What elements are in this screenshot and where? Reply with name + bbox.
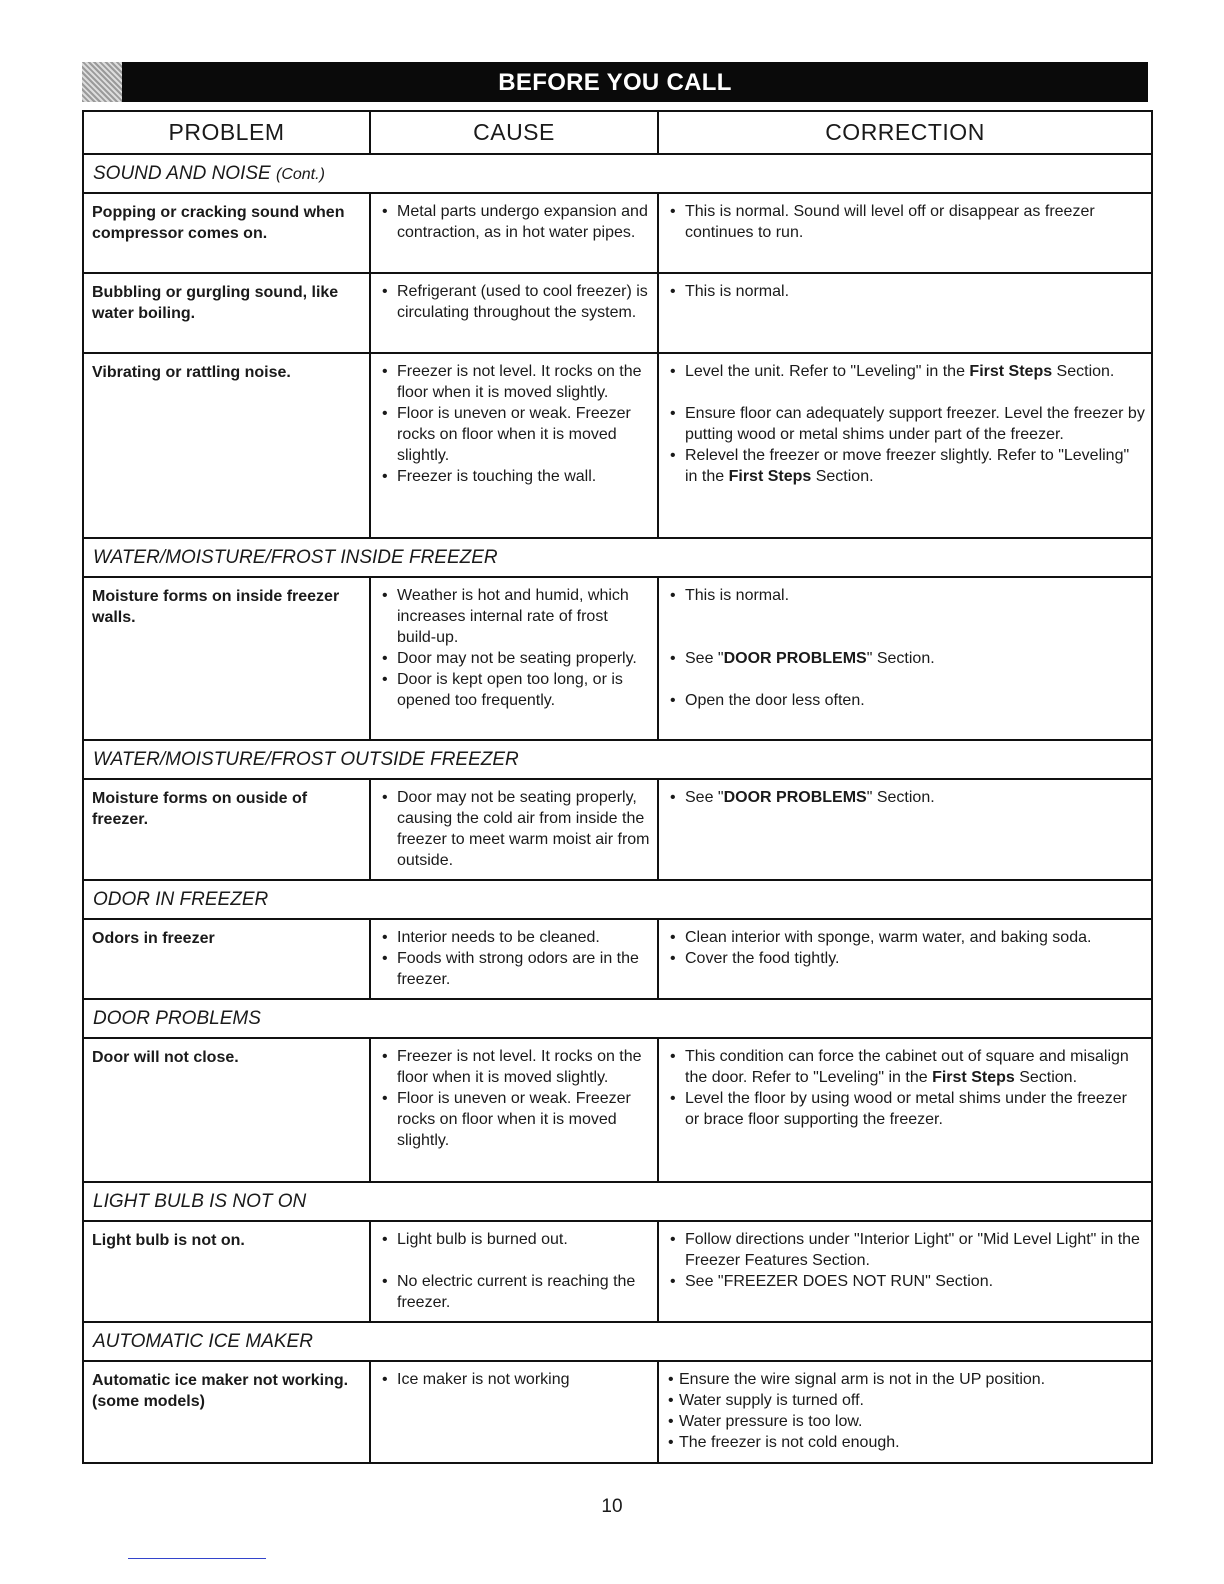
- text-run: This is normal. Sound will level off or disappear as freezer continues to run.: [685, 203, 1095, 241]
- cause-cell: [370, 1038, 658, 1182]
- text-run: This is normal.: [685, 283, 790, 300]
- cause-item: • Floor is uneven or weak. Freezer rocks on floor when it is moved slightly.: [377, 1088, 651, 1151]
- section-heading: [83, 1322, 1152, 1361]
- correction-cell: [658, 193, 1152, 273]
- header-cause: CAUSE: [370, 111, 658, 154]
- table-row: [83, 273, 1152, 353]
- text-run: Relevel the freezer or move freezer slightly. Refer to "Leveling" in the: [685, 447, 1130, 485]
- header-problem: PROBLEM: [83, 111, 370, 154]
- correction-item: [665, 403, 1145, 445]
- text-run: Cover the food tightly.: [685, 950, 840, 967]
- text-run: See "FREEZER DOES NOT RUN" Section.: [685, 1273, 994, 1290]
- text-run: This is normal.: [685, 587, 790, 604]
- cause-item: • Light bulb is burned out.: [377, 1229, 651, 1250]
- cause-item: • No electric current is reaching the freezer.: [377, 1271, 651, 1313]
- correction-item: [665, 690, 1145, 711]
- table-row: [83, 577, 1152, 740]
- header-correction: CORRECTION: [658, 111, 1152, 154]
- text-run: The freezer is not cold enough.: [679, 1434, 900, 1451]
- section-title: WATER/MOISTURE/FROST OUTSIDE FREEZER: [83, 740, 1152, 779]
- bold-text: First Steps: [969, 363, 1053, 380]
- text-run: " Section.: [866, 789, 935, 806]
- cause-item: • Freezer is not level. It rocks on the floor when it is moved slightly.: [377, 361, 651, 403]
- problem-cell: Vibrating or rattling noise.: [83, 353, 370, 538]
- text-run: Clean interior with sponge, warm water, and baking soda.: [685, 929, 1092, 946]
- cause-item: • Ice maker is not working: [377, 1369, 651, 1390]
- correction-item: [665, 585, 1145, 606]
- page-number: 10: [601, 1496, 623, 1517]
- text-run: Section.: [1052, 363, 1115, 380]
- section-title: SOUND AND NOISE: [93, 162, 271, 184]
- cause-item: • Door may not be seating properly.: [377, 648, 651, 669]
- correction-item: [665, 1411, 1145, 1432]
- correction-item: [665, 1229, 1145, 1271]
- section-heading: [83, 538, 1152, 577]
- section-title: DOOR PROBLEMS: [83, 999, 1152, 1038]
- problem-cell: Light bulb is not on.: [83, 1221, 370, 1322]
- correction-item: [665, 1046, 1145, 1088]
- text-run: Section.: [1014, 1069, 1078, 1086]
- bold-text: First Steps: [728, 468, 812, 485]
- correction-item: [665, 787, 1145, 808]
- problem-cell: Popping or cracking sound when compressor comes on.: [83, 193, 370, 273]
- correction-item: [665, 1088, 1145, 1130]
- cause-item: • Freezer is touching the wall.: [377, 466, 651, 487]
- problem-cell: Automatic ice maker not working. (some models): [83, 1361, 370, 1463]
- correction-item: [665, 445, 1145, 487]
- correction-item: [665, 1390, 1145, 1411]
- cause-item: • Floor is uneven or weak. Freezer rocks on floor when it is moved slightly.: [377, 403, 651, 466]
- text-run: Ensure floor can adequately support freezer. Level the freezer by putting wood or metal shims under part of the freezer.: [685, 405, 1145, 443]
- cause-item: • Foods with strong odors are in the freezer.: [377, 948, 651, 990]
- text-run: Level the floor by using wood or metal shims under the freezer or brace floor supporting the freezer.: [685, 1090, 1128, 1128]
- footer-rule: [128, 1558, 266, 1559]
- table-row: [83, 353, 1152, 538]
- correction-cell: [658, 779, 1152, 880]
- problem-cell: Moisture forms on ouside of freezer.: [83, 779, 370, 880]
- text-run: " Section.: [866, 650, 935, 667]
- cause-item: • Refrigerant (used to cool freezer) is circulating throughout the system.: [377, 281, 651, 323]
- text-run: Open the door less often.: [685, 692, 865, 709]
- bold-text: First Steps: [932, 1069, 1015, 1086]
- table-row: [83, 1038, 1152, 1182]
- section-title: AUTOMATIC ICE MAKER: [83, 1322, 1152, 1361]
- cause-cell: [370, 779, 658, 880]
- cause-item: • Freezer is not level. It rocks on the floor when it is moved slightly.: [377, 1046, 651, 1088]
- cause-cell: [370, 353, 658, 538]
- correction-cell: [658, 1038, 1152, 1182]
- text-run: This condition can force the cabinet out of square and misalign the door. Refer to "Leveling" in the: [685, 1048, 1129, 1086]
- correction-item: [665, 1432, 1145, 1453]
- cause-item: • Interior needs to be cleaned.: [377, 927, 651, 948]
- section-heading: [83, 740, 1152, 779]
- cause-cell: [370, 273, 658, 353]
- correction-cell: [658, 353, 1152, 538]
- section-heading: [83, 154, 1152, 193]
- banner-title: BEFORE YOU CALL: [498, 69, 732, 96]
- text-run: See ": [685, 789, 724, 806]
- problem-cell: Bubbling or gurgling sound, like water boiling.: [83, 273, 370, 353]
- table-row: [83, 1221, 1152, 1322]
- section-heading: [83, 880, 1152, 919]
- problem-cell: Odors in freezer: [83, 919, 370, 999]
- text-run: Section.: [811, 468, 874, 485]
- cause-item: • Metal parts undergo expansion and contraction, as in hot water pipes.: [377, 201, 651, 243]
- cause-item: • Door is kept open too long, or is opened too frequently.: [377, 669, 651, 711]
- section-title: LIGHT BULB IS NOT ON: [83, 1182, 1152, 1221]
- correction-cell: [658, 1221, 1152, 1322]
- correction-cell: [658, 919, 1152, 999]
- cause-cell: [370, 577, 658, 740]
- correction-item: [665, 927, 1145, 948]
- text-run: Water pressure is too low.: [679, 1413, 863, 1430]
- section-heading: [83, 999, 1152, 1038]
- text-run: See ": [685, 650, 724, 667]
- correction-item: [665, 1369, 1145, 1390]
- bold-text: DOOR PROBLEMS: [723, 650, 867, 667]
- correction-item: [665, 948, 1145, 969]
- header-row: [83, 111, 1152, 154]
- cause-cell: [370, 919, 658, 999]
- correction-item: [665, 361, 1145, 382]
- text-run: Level the unit. Refer to "Leveling" in the: [685, 363, 970, 380]
- section-title: ODOR IN FREEZER: [83, 880, 1152, 919]
- correction-item: [665, 281, 1145, 302]
- correction-cell: [658, 577, 1152, 740]
- table-row: [83, 1361, 1152, 1463]
- correction-cell: [658, 1361, 1152, 1463]
- table-row: [83, 193, 1152, 273]
- text-run: Ensure the wire signal arm is not in the UP position.: [679, 1371, 1046, 1388]
- section-title: WATER/MOISTURE/FROST INSIDE FREEZER: [83, 538, 1152, 577]
- text-run: Follow directions under "Interior Light" or "Mid Level Light" in the Freezer Features Section.: [685, 1231, 1140, 1269]
- correction-item: [665, 1271, 1145, 1292]
- banner: [82, 62, 1148, 102]
- problem-cell: Moisture forms on inside freezer walls.: [83, 577, 370, 740]
- table-row: [83, 779, 1152, 880]
- correction-item: [665, 648, 1145, 669]
- troubleshooting-table: [82, 110, 1153, 1464]
- section-title-note: (Cont.): [276, 165, 325, 183]
- bold-text: DOOR PROBLEMS: [723, 789, 867, 806]
- cause-cell: [370, 1361, 658, 1463]
- text-run: Water supply is turned off.: [679, 1392, 864, 1409]
- cause-cell: [370, 193, 658, 273]
- correction-cell: [658, 273, 1152, 353]
- correction-item: [665, 201, 1145, 243]
- cause-item: • Weather is hot and humid, which increases internal rate of frost build-up.: [377, 585, 651, 648]
- table-row: [83, 919, 1152, 999]
- cause-item: • Door may not be seating properly, causing the cold air from inside the freezer to meet warm moist air from outside.: [377, 787, 651, 871]
- problem-cell: Door will not close.: [83, 1038, 370, 1182]
- cause-cell: [370, 1221, 658, 1322]
- section-heading: [83, 1182, 1152, 1221]
